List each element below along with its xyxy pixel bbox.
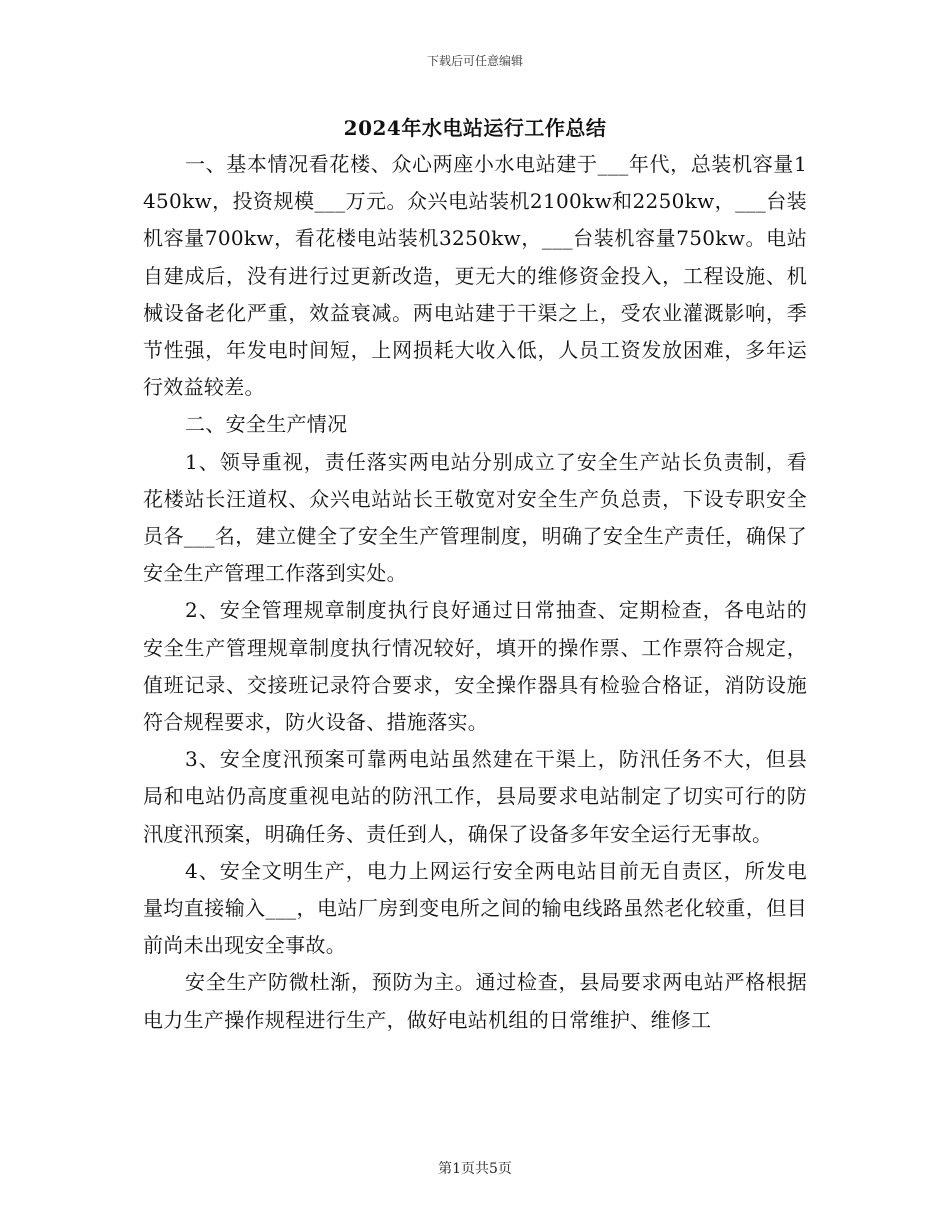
paragraph-prevention: 安全生产防微杜渐，预防为主。通过检查，县局要求两电站严格根据电力生产操作规程进行生产，做好电站机组的日常维护、维修工 bbox=[143, 970, 807, 1032]
paragraph-flood-plan: 3、安全度汛预案可靠两电站虽然建在干渠上，防汛任务不大，但县局和电站仍高度重视电站的防汛工作，县局要求电站制定了切实可行的防汛度汛预案，明确任务、责任到人，确保了设备多年安全运行无事故。 bbox=[143, 747, 807, 846]
paragraph-rules: 2、安全管理规章制度执行良好通过日常抽查、定期检查，各电站的安全生产管理规章制度执行情况较好，填开的操作票、工作票符合规定，值班记录、交接班记录符合要求，安全操作器具有检验合格证，消防设施符合规程要求，防火设备、措施落实。 bbox=[143, 598, 807, 735]
page-footer: 第1页共5页 bbox=[438, 1161, 512, 1177]
paragraph-basic-info: 一、基本情况看花楼、众心两座小水电站建于___年代，总装机容量1450kw，投资规模___万元。众兴电站装机2100kw和2250kw，___台装机容量700kw，看花楼电站装机3250kw，___台装机容量750kw。电站自建成后，没有进行过更新改造，更无大的维修资金投入，工程设施、机械设备老化严重，效益衰减。两电站建于干渠之上，受农业灌溉影响，季节性强，年发电时间短，上网损耗大收入低，人员工资发放困难，多年运行效益较差。 bbox=[143, 152, 807, 400]
paragraph-civilized-production: 4、安全文明生产，电力上网运行安全两电站目前无自责区，所发电量均直接输入___，电站厂房到变电所之间的输电线路虽然老化较重，但目前尚未出现安全事故。 bbox=[143, 858, 807, 958]
paragraph-leadership: 1、领导重视，责任落实两电站分别成立了安全生产站长负责制，看花楼站长汪道权、众兴电站站长王敬宽对安全生产负总责，下设专职安全员各___名，建立健全了安全生产管理制度，明确了安全生产责任，确保了安全生产管理工作落到实处。 bbox=[143, 449, 807, 586]
section-heading-safety: 二、安全生产情况 bbox=[185, 412, 348, 437]
header-note: 下载后可任意编辑 bbox=[426, 54, 523, 68]
document-body bbox=[143, 146, 807, 1039]
document-title: 2024年水电站运行工作总结 bbox=[343, 116, 607, 140]
